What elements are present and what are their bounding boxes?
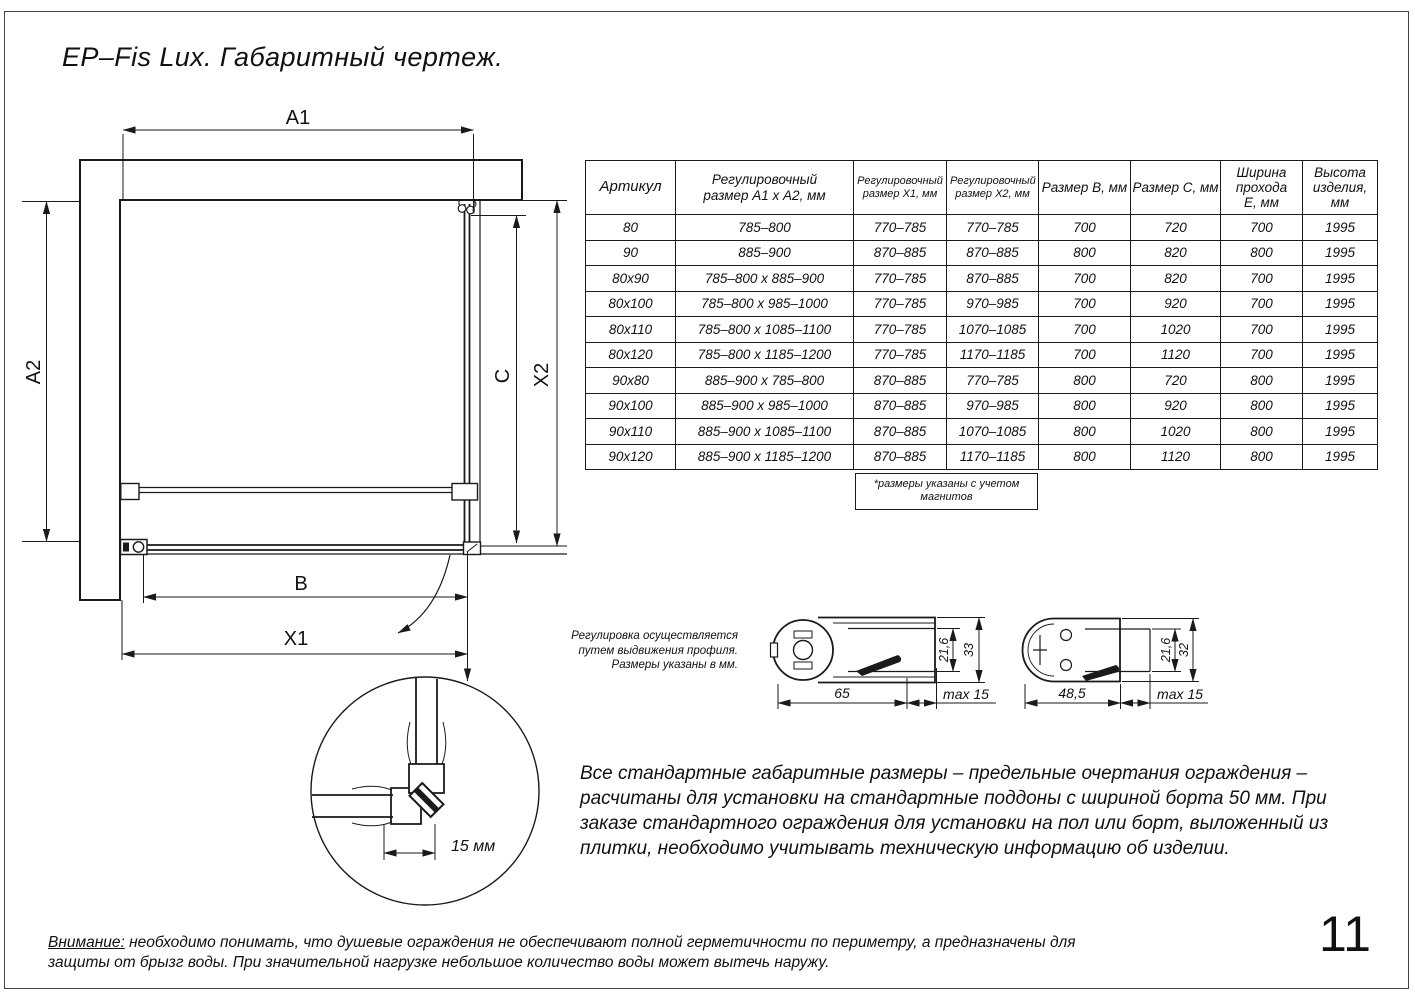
cell-b: 800	[1039, 393, 1131, 419]
cell-x2: 1170–1185	[947, 444, 1039, 470]
header-b: Размер В, мм	[1039, 161, 1131, 215]
plan-view	[22, 107, 567, 681]
cell-b: 800	[1039, 240, 1131, 266]
cell-x2: 970–985	[947, 291, 1039, 317]
header-article: Артикул	[586, 161, 676, 215]
header-a1a2: Регулировочный размер А1 х А2, мм	[676, 161, 854, 215]
cell-x1: 870–885	[854, 368, 947, 394]
cell-c: 920	[1131, 393, 1221, 419]
table-header-row	[586, 161, 1378, 215]
cell-x1: 870–885	[854, 240, 947, 266]
cell-c: 820	[1131, 240, 1221, 266]
adjustment-note-line: путем выдвижения профиля.	[578, 644, 738, 657]
dimension-c	[471, 216, 526, 544]
table-row	[586, 419, 1378, 445]
table-row	[586, 342, 1378, 368]
warning-note	[48, 933, 1078, 972]
header-h: Высота изделия, мм	[1303, 161, 1378, 215]
cell-x2: 1170–1185	[947, 342, 1039, 368]
cell-article: 80х110	[586, 317, 676, 343]
cell-article: 80х100	[586, 291, 676, 317]
cell-x2: 770–785	[947, 368, 1039, 394]
table-row	[586, 444, 1378, 470]
dim-label-a2: A2	[23, 359, 45, 385]
cell-article: 80х120	[586, 342, 676, 368]
cell-h: 1995	[1303, 266, 1378, 292]
cell-article: 90х80	[586, 368, 676, 394]
cell-h: 1995	[1303, 444, 1378, 470]
header-e: Ширина прохода Е, мм	[1221, 161, 1303, 215]
dimension-x2	[470, 201, 567, 547]
adjustment-note-line: Размеры указаны в мм.	[611, 659, 738, 671]
table-row	[586, 317, 1378, 343]
cell-h: 1995	[1303, 317, 1378, 343]
cell-e: 800	[1221, 444, 1303, 470]
cell-x1: 870–885	[854, 444, 947, 470]
table-row	[586, 368, 1378, 394]
cell-x1: 770–785	[854, 215, 947, 241]
table-row	[586, 266, 1378, 292]
table-row	[586, 240, 1378, 266]
header-x1: Регулировочный размер Х1, мм	[854, 161, 947, 215]
dim-label-216-right: 21,6	[1159, 637, 1173, 663]
warning-label: Внимание:	[48, 934, 125, 951]
cell-x1: 870–885	[854, 419, 947, 445]
cell-a1a2: 885–900 х 1085–1100	[676, 419, 854, 445]
cell-a1a2: 885–900 х 985–1000	[676, 393, 854, 419]
cell-x1: 870–885	[854, 393, 947, 419]
cell-a1a2: 785–800 х 1185–1200	[676, 342, 854, 368]
cell-x2: 1070–1085	[947, 419, 1039, 445]
cell-e: 800	[1221, 419, 1303, 445]
cell-h: 1995	[1303, 342, 1378, 368]
cell-c: 1120	[1131, 342, 1221, 368]
door-glass-panel	[120, 540, 567, 555]
wall-hatched	[80, 160, 522, 600]
cell-b: 700	[1039, 266, 1131, 292]
dim-label-65: 65	[834, 685, 850, 701]
dimension-15mm	[384, 824, 495, 860]
cell-h: 1995	[1303, 291, 1378, 317]
cell-a1a2: 885–900 х 785–800	[676, 368, 854, 394]
cell-e: 700	[1221, 215, 1303, 241]
cell-x1: 770–785	[854, 317, 947, 343]
cell-c: 1020	[1131, 317, 1221, 343]
cell-x2: 1070–1085	[947, 317, 1039, 343]
cell-e: 800	[1221, 368, 1303, 394]
dim-label-x2: X2	[531, 362, 553, 388]
cell-b: 800	[1039, 444, 1131, 470]
table-row	[586, 393, 1378, 419]
cell-e: 700	[1221, 317, 1303, 343]
header-c: Размер С, мм	[1131, 161, 1221, 215]
dimension-b	[144, 554, 468, 603]
cell-a1a2: 785–800 х 985–1000	[676, 291, 854, 317]
dim-label-32: 32	[1177, 643, 1191, 657]
cell-e: 700	[1221, 266, 1303, 292]
cell-b: 700	[1039, 342, 1131, 368]
cell-a1a2: 885–900 х 1185–1200	[676, 444, 854, 470]
cell-article: 90	[586, 240, 676, 266]
cell-x1: 770–785	[854, 342, 947, 368]
corner-detail	[311, 677, 539, 905]
header-x2: Регулировочный размер Х2, мм	[947, 161, 1039, 215]
dimension-x1	[122, 600, 468, 660]
dim-label-485: 48,5	[1058, 685, 1086, 701]
table-row	[586, 215, 1378, 241]
cell-h: 1995	[1303, 393, 1378, 419]
cell-x1: 770–785	[854, 266, 947, 292]
cell-c: 720	[1131, 215, 1221, 241]
cell-c: 1020	[1131, 419, 1221, 445]
cell-c: 720	[1131, 368, 1221, 394]
cell-c: 1120	[1131, 444, 1221, 470]
dim-label-a1: A1	[285, 107, 311, 129]
page-title: EP–Fis Lux. Габаритный чертеж.	[62, 42, 504, 72]
cell-x2: 770–785	[947, 215, 1039, 241]
cell-x2: 870–885	[947, 266, 1039, 292]
cell-article: 90х110	[586, 419, 676, 445]
cell-h: 1995	[1303, 368, 1378, 394]
dim-label-max15-right: max 15	[1157, 686, 1203, 702]
cell-a1a2: 785–800 х 1085–1100	[676, 317, 854, 343]
cell-x1: 770–785	[854, 291, 947, 317]
cell-x2: 970–985	[947, 393, 1039, 419]
table-row	[586, 291, 1378, 317]
standard-sizes-note: Все стандартные габаритные размеры – предельные очертания ограждения – расчитаны для установки на стандартные поддоны с шириной борта 50 мм. При заказе стандартного ограждения для установки на пол или борт, выложенный из плитки, необходимо учитывать техническую информацию об изделии.	[580, 763, 1329, 859]
cell-article: 90х120	[586, 444, 676, 470]
dim-label-15mm: 15 мм	[451, 838, 496, 855]
cell-e: 800	[1221, 240, 1303, 266]
cell-article: 80х90	[586, 266, 676, 292]
adjustment-note-line: Регулировка осуществляется	[571, 630, 738, 642]
dim-label-216-left: 21,6	[937, 637, 951, 663]
cell-a1a2: 885–900	[676, 240, 854, 266]
spec-table	[585, 160, 1378, 470]
dim-label-x1: X1	[283, 628, 309, 650]
cell-c: 920	[1131, 291, 1221, 317]
door-swing-arrow	[398, 555, 450, 633]
cell-b: 800	[1039, 368, 1131, 394]
table-footnote: *размеры указаны с учетом магнитов	[855, 473, 1038, 510]
cell-article: 80	[586, 215, 676, 241]
dim-label-c: C	[492, 368, 514, 384]
cell-a1a2: 785–800 х 885–900	[676, 266, 854, 292]
adjustment-note	[560, 629, 738, 673]
cell-c: 820	[1131, 266, 1221, 292]
cell-h: 1995	[1303, 240, 1378, 266]
cell-e: 700	[1221, 342, 1303, 368]
support-bar	[121, 484, 478, 501]
profile-section-left	[771, 618, 997, 710]
dimension-a2	[22, 202, 80, 542]
seal-left	[856, 655, 901, 676]
fixed-glass-panel	[458, 200, 480, 554]
cell-h: 1995	[1303, 419, 1378, 445]
dim-label-max15-left: max 15	[943, 686, 989, 702]
dim-label-33: 33	[962, 643, 976, 657]
cell-e: 800	[1221, 393, 1303, 419]
cell-article: 90х100	[586, 393, 676, 419]
dim-label-b: B	[294, 573, 308, 595]
cell-b: 700	[1039, 215, 1131, 241]
cell-e: 700	[1221, 291, 1303, 317]
profile-section-right	[1023, 619, 1208, 710]
warning-text: необходимо понимать, что душевые ограждения не обеспечивают полной герметичности по периметру, а предназначены для защиты от брызг воды. При значительной нагрузке небольшое количество воды может вытечь наружу.	[48, 934, 1076, 971]
cell-x2: 870–885	[947, 240, 1039, 266]
cell-b: 800	[1039, 419, 1131, 445]
page-number: 11	[1319, 906, 1371, 962]
cell-b: 700	[1039, 317, 1131, 343]
cell-h: 1995	[1303, 215, 1378, 241]
cell-b: 700	[1039, 291, 1131, 317]
cell-a1a2: 785–800	[676, 215, 854, 241]
